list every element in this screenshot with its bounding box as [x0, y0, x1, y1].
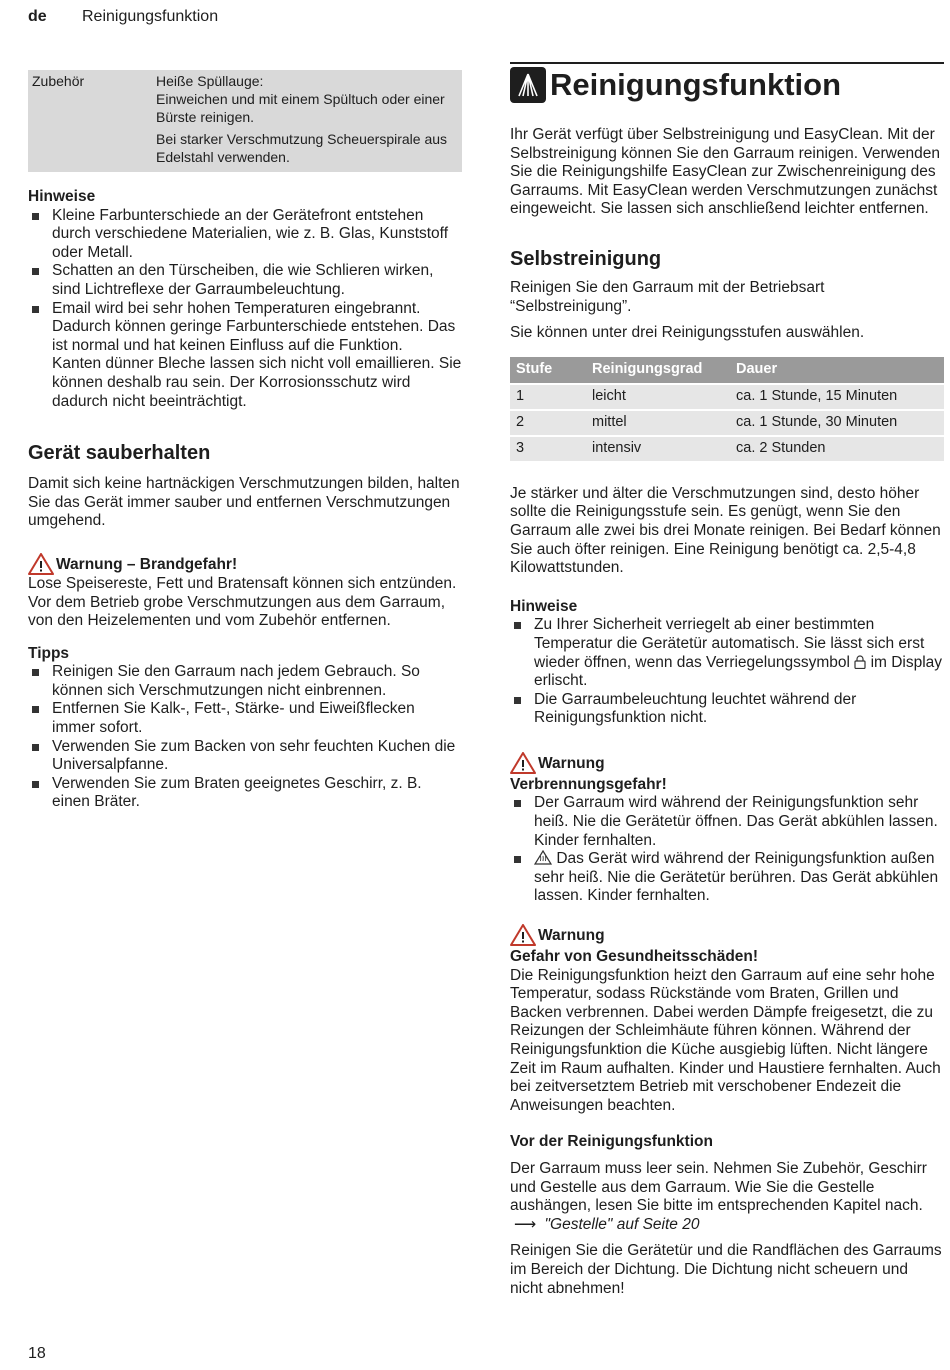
accessory-value [152, 70, 462, 172]
list-item-text: Das Gerät wird während der Reinigungsfunktion außen sehr heiß. Nie die Gerätetür berühren. Das Gerät abkühlen lassen. Kinder fernhalten. [534, 850, 939, 905]
warning-heading [28, 553, 462, 575]
list-item: Die Garraumbeleuchtung leuchtet während der Reinigungsfunktion nicht. [510, 691, 944, 728]
table-cell: 1 [510, 384, 586, 410]
before-cleaning-text [510, 1160, 944, 1234]
hinweise-list [28, 207, 462, 412]
table-cell: intensiv [586, 436, 730, 461]
accessory-line: Edelstahl verwenden. [156, 149, 290, 165]
warning-subtitle: Verbrennungsgefahr! [510, 775, 667, 793]
warning-list [510, 794, 944, 906]
selbstreinigung-text-2: Sie können unter drei Reinigungsstufen auswählen. [510, 324, 865, 342]
list-item: Verwenden Sie zum Backen von sehr feuchten Kuchen die Universalpfanne. [28, 738, 462, 775]
warning-subtitle: Gefahr von Gesundheitsschäden! [510, 948, 759, 966]
section-heading: Gerät sauberhalten [28, 442, 211, 465]
before-cleaning-heading: Vor der Reinigungsfunktion [510, 1133, 713, 1151]
language-code: de [28, 8, 47, 25]
table-cell: 2 [510, 410, 586, 436]
accessory-key: Zubehör [32, 73, 85, 89]
table-cell: mittel [586, 410, 730, 436]
warning-text: Die Reinigungsfunktion heizt den Garraum auf eine sehr hohe Temperatur, sodass Rückstände vom Braten, Grillen und Backen verbrennen. Dabei werden Dämpfe freigesetzt, die zu Reizungen der Schleimhäute führen können. Während der Reinigungsfunktion die Küche ausgiebig lüften. Nicht längere Zeit im Raum aufhalten. Kinder und Haustiere fernhalten. Auch bei zeitversetztem Betrieb mit verschobener Endezeit die Anweisungen beachten. [510, 966, 941, 1114]
chapter-title [510, 62, 944, 104]
intro-text: Ihr Gerät verfügt über Selbstreinigung und EasyClean. Mit der Selbstreinigung können Sie den Garraum reinigen. Verwenden Sie die Reinigungshilfe EasyClean zur Zwischenreinigung des Garraums. Mit EasyClean werden Verschmutzungen zunächst eingeweicht. Sie lassen sich anschließend leichter entfernen. [510, 126, 940, 218]
table-row [510, 410, 944, 436]
selbstreinigung-heading: Selbstreinigung [510, 247, 662, 270]
table-cell: ca. 1 Stunde, 15 Minuten [730, 384, 944, 410]
list-item: Reinigen Sie den Garraum nach jedem Gebrauch. So können sich Verschmutzungen nicht einbrennen. [28, 663, 462, 700]
list-item: Schatten an den Türscheiben, die wie Schlieren wirken, sind Lichtreflexe der Garraumbeleuchtung. [28, 262, 462, 299]
hinweise-heading: Hinweise [28, 188, 96, 205]
warning-title: Warnung – Brandgefahr! [56, 556, 238, 574]
table-cell: leicht [586, 384, 730, 410]
warning-triangle-icon [510, 924, 536, 946]
right-column [510, 62, 944, 1298]
warning-heading [510, 924, 944, 946]
section-text: Damit sich keine hartnäckigen Verschmutzungen bilden, halten Sie das Gerät immer sauber und entfernen Verschmutzungen umgehend. [28, 475, 460, 530]
list-item [28, 300, 462, 412]
list-item [510, 850, 944, 906]
table-header-row [510, 357, 944, 384]
table-cell: ca. 2 Stunden [730, 436, 944, 461]
cleaning-function-icon [510, 67, 546, 103]
page-number: 18 [28, 1345, 46, 1362]
accessory-line: Heiße Spüllauge: [156, 73, 264, 89]
table-row [510, 436, 944, 461]
list-item [510, 616, 944, 690]
warning-title: Warnung [538, 927, 605, 945]
table-cell: ca. 1 Stunde, 30 Minuten [730, 410, 944, 436]
hot-surface-icon [534, 850, 552, 865]
column-header: Dauer [730, 357, 944, 384]
before-cleaning-text-2: Reinigen Sie die Gerätetür und die Randflächen des Garraums im Bereich der Dichtung. Die Dichtung nicht scheuern und nicht abnehmen! [510, 1242, 942, 1297]
warning-triangle-icon [510, 752, 536, 774]
list-item-text: Kanten dünner Bleche lassen sich nicht voll emaillieren. Sie können deshalb rau sein. Der Korrosionsschutz wird dadurch nicht beeinträchtigt. [52, 355, 462, 410]
tipps-heading: Tipps [28, 644, 70, 662]
list-item-text: im Display erlischt. [534, 653, 943, 690]
cleaning-levels-table [510, 357, 944, 461]
list-item-text: Zu Ihrer Sicherheit verriegelt ab einer bestimmten Temperatur die Gerätetür automatisch. Sie lässt sich erst wieder öffnen, wenn das Verriegelungssymbol [534, 616, 925, 671]
selbstreinigung-text: Reinigen Sie den Garraum mit der Betriebsart “Selbstreinigung”. [510, 278, 825, 315]
chapter-title-text: Reinigungsfunktion [550, 67, 842, 102]
accessory-line: Bei starker Verschmutzung Scheuerspirale aus [156, 131, 448, 147]
paragraph-text: Der Garraum muss leer sein. Nehmen Sie Zubehör, Geschirr und Gestelle aus dem Garraum. Wie Sie die Gestelle aushängen, lesen Sie bitte im entsprechenden Kapitel nach. [510, 1159, 927, 1215]
warning-heading [510, 752, 944, 774]
table-cell: 3 [510, 436, 586, 461]
left-column [28, 70, 462, 812]
arrow-right-icon: ⟶ [514, 1215, 537, 1233]
column-header: Reinigungsgrad [586, 357, 730, 384]
accessory-table [28, 70, 462, 172]
list-item: Entfernen Sie Kalk-, Fett-, Stärke- und Eiweißflecken immer sofort. [28, 700, 462, 737]
after-table-text: Je stärker und älter die Verschmutzungen sind, desto höher sollte die Reinigungsstufe sein. Es genügt, wenn Sie den Garraum alle zwei bis drei Monate reinigen. Bei Bedarf können Sie auch öfter reinigen. Eine Reinigung benötigt ca. 2,5-4,8 Kilowattstunden. [510, 484, 941, 577]
accessory-line: Bürste reinigen. [156, 109, 255, 125]
list-item: Kleine Farbunterschiede an der Gerätefront entstehen durch verschiedene Materialien, wie z. B. Glas, Kunststoff oder Metall. [28, 207, 462, 263]
warning-text: Lose Speisereste, Fett und Bratensaft können sich entzünden. Vor dem Betrieb grobe Verschmutzungen aus dem Garraum, von den Heizelementen und vom Zubehör entfernen. [28, 574, 457, 630]
hinweise-list [510, 616, 944, 728]
accessory-line: Einweichen und mit einem Spültuch oder einer [156, 91, 445, 107]
list-item: Verwenden Sie zum Braten geeignetes Geschirr, z. B. einen Bräter. [28, 775, 462, 812]
header-title: Reinigungsfunktion [82, 8, 219, 25]
cross-reference-link[interactable]: "Gestelle" auf Seite 20 [544, 1215, 700, 1233]
table-row [510, 384, 944, 410]
hinweise-heading: Hinweise [510, 597, 578, 615]
column-header: Stufe [510, 357, 586, 384]
list-item-text: Email wird bei sehr hohen Temperaturen eingebrannt. Dadurch können geringe Farbunterschiede entstehen. Das ist normal und hat keinen Einfluss auf die Funktion. [52, 299, 456, 354]
tipps-list [28, 663, 462, 812]
list-item: Der Garraum wird während der Reinigungsfunktion sehr heiß. Nie die Gerätetür öffnen. Das Gerät abkühlen lassen. Kinder fernhalten. [510, 794, 944, 850]
warning-title: Warnung [538, 755, 605, 773]
warning-triangle-icon [28, 553, 54, 575]
lock-icon [854, 655, 866, 669]
